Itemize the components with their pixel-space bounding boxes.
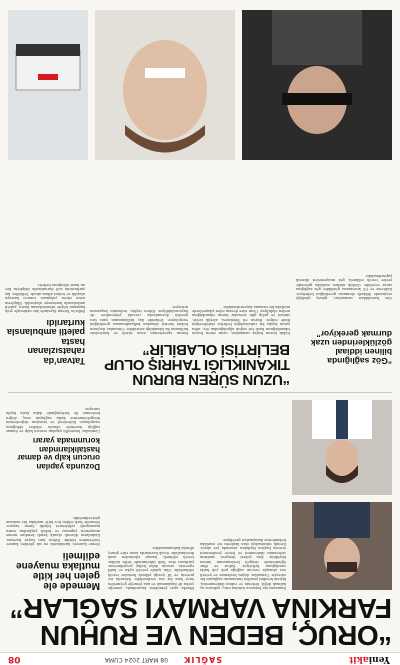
bottom-headline: “UZUN SÜREN BURUN TIKANIKLIĞI TAHRIŞ OLUP BELİRTİSİ OLABİLİR”: [104, 341, 290, 388]
mid-story-heading: Dozunda yapılan orucun kalp ve damar hastalıklarından korunmada yararı: [17, 436, 100, 471]
doctor-photo: [292, 400, 392, 495]
page-number: 08: [8, 654, 21, 664]
divider: [8, 392, 392, 393]
eye-story-text: Göz hastalıkları uzmanları, güneş gözlüğü seçiminde dikkatli olunması gerektiğini belirtiyor. Kalitesiz ve UV korumasız gözlükler göz sağlığına zarar verebilir. Gözlük alırken mutlaka güvenilir yerler tercih edilmeli, göz muayeneleri düzenli yaptırılmalıdır.: [296, 273, 392, 300]
doctor-portrait: [292, 400, 392, 495]
main-headline: “ORUÇ, BEDEN VE RUHUN FARKINA VARMAYI SAĞLAR”: [10, 593, 392, 651]
article-text-column: Ramazan ayı boyunca tutulan oruç, yalnızca aç kalmak değil; bedenin ve ruhun dinlenmesini, kişinin kendini yeniden tanımasını sağlayan bir süreçtir. Uzmanlar, doğru beslenme ve yeterli sıvı alımıyla orucun sağlığa pek çok katkı sunduğunu belirtiyor. Sahur ve iftar öğünlerinde dengeli beslenmenin önemi büyüktür. Kan şekeri dengesi, sindirim sisteminin dinlenmesi ve hücre yenilenmesi orucun başlıca faydaları arasında yer alıyor. Kronik rahatsızlığı olan kişilerin ise mutlaka hekimlerine danışmaları gerekiyor.: [200, 537, 286, 590]
side-story-text: Meme kanseri, kadınlarda en sık görülen kanser türlerinden biridir. Erken tanı hayat kurtarır. Kadınların düzenli olarak kendi kendine meme muayenesi yapması ve belirli yaşlardan sonra mamografi çektirmesi büyük önem taşıyor. Memede fark edilen her kitle mutlaka bir uzmana gösterilmelidir.: [6, 515, 100, 546]
mid-story-text: Uzmanlar, kontrollü yapılan orucun kalp ve damar sağlığı üzerinde olumlu etkileri olduğunu vurguluyor. Kolesterol ve tansiyon değerlerinin dengelenmesine katkı sağlayan oruç, doğru beslenme ile birleştiğinde daha fazla fayda sunuyor.: [6, 406, 100, 433]
tatvan-text: Bitlis'in Tatvan ilçesinde kar nedeniyle yolu kapanan köyde rahatsızlanan hasta, paletli ambulansla hastaneye ulaştırıldı. Ekiplerin uzun süren çalışması sonucu hastaya ulaşıldı ve tedavi altına alındı. Yetkililer, kış şartlarında acil durumlarda ekiplerin her an hazır olduğunu belirtti.: [5, 283, 85, 314]
side-story: [6, 475, 100, 590]
issue-date: 08 MART 2024 CUMA: [104, 656, 168, 663]
ambulance-photo: [8, 10, 88, 160]
newspaper-logo: Yeniakit: [349, 654, 390, 664]
fasting-photo: [292, 502, 392, 590]
nose-image: [95, 10, 235, 160]
eye-story: [296, 305, 392, 365]
tatvan-story: [5, 165, 85, 365]
main-photo: [292, 502, 392, 590]
section-name: SAĞLIK: [183, 655, 222, 664]
side-story-heading: Memede ele gelen her kitle mutlaka muayene edilmeli: [16, 550, 100, 591]
ambulance-image: [8, 10, 88, 160]
article-text-column: Kulak burun boğaz uzmanları, uzun süren burun tıkanıklığının basit bir soğuk algınlığından öte, altta yatan başka bir rahatsızlığın belirtisi olabileceğini ifade ediyor. Burun eti büyümesi, alerjik nezle, sinüzit ve polip gibi sorunlar burun tıkanıklığına neden olabiliyor. Uzun süre devam eden şikayetlerde mutlaka bir uzmana başvurulmalıdır.: [192, 304, 290, 335]
tatvan-heading: Tatvan’da rahatsızlanan hasta paletli ambulansla kurtarıldı: [6, 318, 85, 366]
eye-exam-photo: [242, 10, 392, 160]
article-text-column: Burun spreylerinin uzun süreli ve kontrolsüz kullanımı da tıkanıklığı artırabilir. Uzmanlar, ilaçların hekim önerisi olmadan kullanılmaması gerektiğini vurguluyor. Tedavide ilaç kullanımının yanı sıra gerekli durumlarda cerrahi yöntemlere de başvurulabiliyor. Erken teşhis, tedavinin başarısını artırıyor.: [90, 304, 188, 335]
nose-photo: [95, 10, 235, 160]
article-text-column: İftarda aşırı yemekten kaçınılmalı, yemeğe çorba ile başlanmalı ve ana yemeğe geçmeden önce kısa bir ara verilmelidir. Sahurda ise protein ve lif içeriği yüksek besinler tercih edilmelidir. Gün içinde yeterli uyku ve hafif egzersiz, orucun daha kolay geçirilmesine yardımcı olur. Tatlı tüketiminde sütlü tatlılar tercih edilmeli, hamur işlerinden uzak durulmalıdır. Sıcak havalarda uzun süre güneş altında kalınmamalıdır.: [108, 546, 194, 590]
eye-exam-image: [242, 10, 392, 160]
page-header: [0, 652, 400, 665]
eye-story-heading: “Göz sağlığında bilinen iddiaal gözlüklerinden uzak durmak gerekiyor”: [310, 329, 392, 366]
mid-story: [6, 370, 100, 470]
